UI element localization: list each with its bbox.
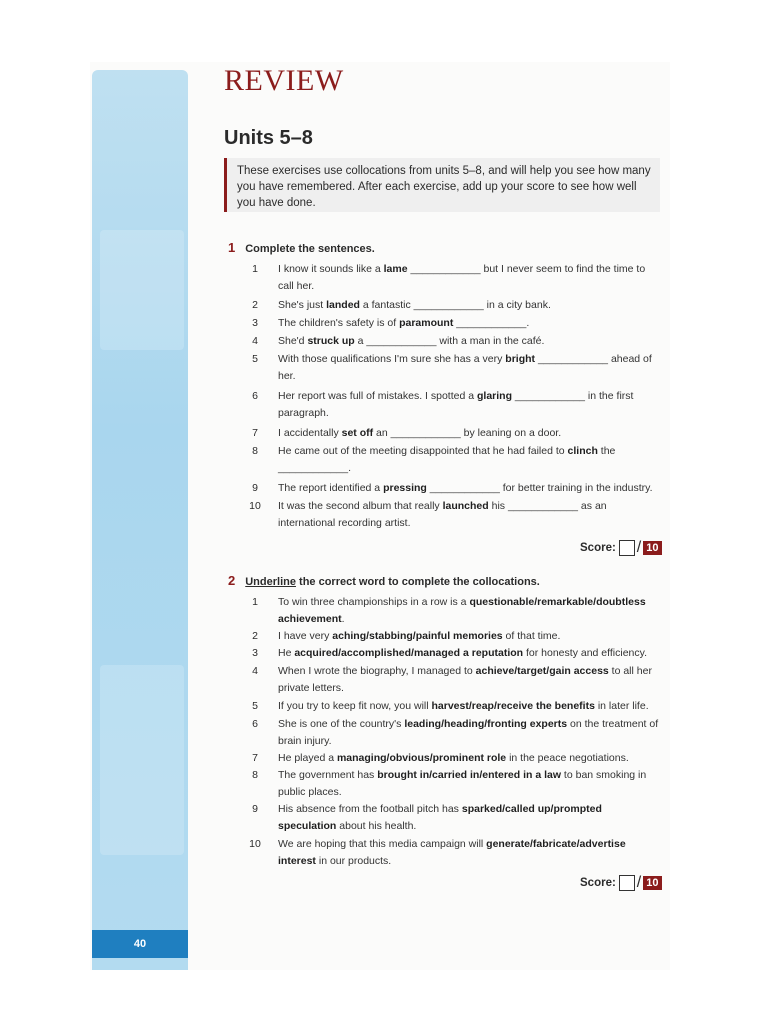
item-text-pre: If you try to keep fit now, you will	[278, 700, 432, 712]
item-text	[278, 663, 663, 697]
item-text-post: in the peace negotiations.	[506, 752, 629, 764]
item-collocation[interactable]: questionable/remarkable/doubtless achievement	[278, 596, 646, 625]
item-text-post: an ____________ by leaning on a door.	[373, 427, 562, 439]
item-collocation: glaring	[477, 390, 513, 402]
item-number: 3	[252, 317, 258, 329]
item-number: 5	[252, 700, 258, 712]
intro-box: These exercises use collocations from units 5–8, and will help you see how many you have remembered. After each exercise, add up your score to see how well you have done.	[224, 158, 660, 212]
page-title: REVIEW	[224, 64, 344, 97]
score-label: Score:	[580, 542, 616, 554]
item-text-pre: She is one of the country's	[278, 718, 405, 730]
item-text-post: the ____________.	[278, 445, 616, 474]
item-text	[278, 801, 663, 835]
item-text-pre: The government has	[278, 769, 378, 781]
item-text-post: on the treatment of brain injury.	[278, 718, 659, 747]
item-collocation: set off	[341, 427, 374, 439]
item-text	[278, 443, 663, 477]
item-number: 5	[252, 353, 258, 365]
item-text-post: ____________ but I never seem to find the time to call her.	[278, 263, 646, 292]
item-text	[278, 480, 663, 497]
item-text-post: to all her private letters.	[278, 665, 652, 694]
item-text-post: of that time.	[502, 630, 561, 642]
sidebar-note-box	[100, 230, 184, 350]
item-text-pre: To win three championships in a row is a	[278, 596, 470, 608]
item-number: 8	[252, 445, 258, 457]
item-number: 1	[252, 263, 258, 275]
item-text-pre: He	[278, 647, 295, 659]
exercise-2-title	[228, 573, 540, 588]
item-text	[278, 351, 663, 385]
item-collocation[interactable]: aching/stabbing/painful memories	[332, 630, 503, 642]
item-number: 6	[252, 390, 258, 402]
item-text	[278, 388, 663, 422]
item-text	[278, 716, 663, 750]
item-number: 3	[252, 647, 258, 659]
item-text-post: about his health.	[336, 820, 417, 832]
exercise-1-instruction: Complete the sentences.	[245, 243, 375, 255]
item-collocation: bright	[505, 353, 536, 365]
item-text-pre: She's just	[278, 299, 327, 311]
item-collocation: lame	[383, 263, 408, 275]
item-text	[278, 750, 663, 767]
sidebar-classroom-box	[100, 665, 184, 855]
item-number: 7	[252, 427, 258, 439]
item-collocation: paramount	[399, 317, 454, 329]
item-text	[278, 498, 663, 532]
score-input-box[interactable]	[619, 875, 635, 891]
item-text	[278, 836, 663, 870]
page-number: 40	[92, 930, 188, 958]
item-text-post: in our products.	[315, 855, 392, 867]
item-text-pre: He came out of the meeting disappointed that he had failed to	[278, 445, 568, 457]
item-collocation: landed	[326, 299, 360, 311]
item-collocation: struck up	[307, 335, 355, 347]
item-number: 2	[252, 630, 258, 642]
item-collocation[interactable]: brought in/carried in/entered in a law	[377, 769, 562, 781]
item-text-post: a fantastic ____________ in a city bank.	[359, 299, 551, 311]
item-text-pre: The children's safety is of	[278, 317, 400, 329]
item-text-pre: It was the second album that really	[278, 500, 443, 512]
item-text-pre: I accidentally	[278, 427, 342, 439]
item-text-post: ____________ ahead of her.	[278, 353, 652, 382]
exercise-2-instruction: the correct word to complete the collocations.	[295, 576, 540, 588]
item-text-post: for honesty and efficiency.	[523, 647, 648, 659]
item-text-pre: With those qualifications I'm sure she has a very	[278, 353, 506, 365]
score-total: 10	[643, 541, 661, 555]
item-text	[278, 698, 663, 715]
item-number: 1	[252, 596, 258, 608]
exercise-2-score: Score: / 10	[580, 874, 662, 892]
item-collocation[interactable]: managing/obvious/prominent role	[336, 752, 507, 764]
item-text-post: ____________ for better training in the industry.	[426, 482, 653, 494]
item-number: 8	[252, 769, 258, 781]
exercise-1-title	[228, 240, 375, 255]
item-collocation[interactable]: achieve/target/gain access	[475, 665, 609, 677]
item-text-pre: Her report was full of mistakes. I spotted a	[278, 390, 477, 402]
item-number: 4	[252, 335, 258, 347]
item-text-pre: We are hoping that this media campaign will	[278, 838, 487, 850]
exercise-1-number: 1	[228, 240, 236, 255]
item-text	[278, 645, 663, 662]
item-number: 9	[252, 482, 258, 494]
item-number: 9	[252, 803, 258, 815]
item-collocation[interactable]: generate/fabricate/advertise interest	[278, 838, 626, 867]
item-text-post: .	[341, 613, 345, 625]
exercise-2-number: 2	[228, 573, 236, 588]
item-number: 2	[252, 299, 258, 311]
item-collocation[interactable]: sparked/called up/prompted speculation	[278, 803, 602, 832]
item-text-post: in later life.	[594, 700, 649, 712]
item-text-post: ____________.	[453, 317, 530, 329]
item-text	[278, 425, 663, 442]
exercise-1-score: Score: / 10	[580, 539, 662, 557]
item-text	[278, 315, 663, 332]
item-text-post: a ____________ with a man in the café.	[354, 335, 545, 347]
score-total: 10	[643, 876, 661, 890]
item-number: 10	[249, 838, 261, 850]
item-text	[278, 628, 663, 645]
item-collocation[interactable]: leading/heading/fronting experts	[404, 718, 568, 730]
score-input-box[interactable]	[619, 540, 635, 556]
item-collocation: clinch	[567, 445, 598, 457]
item-text-pre: He played a	[278, 752, 337, 764]
item-text-post: ____________ in the first paragraph.	[278, 390, 634, 419]
item-text-pre: I have very	[278, 630, 333, 642]
item-text-pre: When I wrote the biography, I managed to	[278, 665, 476, 677]
item-number: 7	[252, 752, 258, 764]
item-text-pre: His absence from the football pitch has	[278, 803, 462, 815]
item-number: 10	[249, 500, 261, 512]
item-collocation[interactable]: acquired/accomplished/managed a reputation	[294, 647, 524, 659]
item-text-pre: She'd	[278, 335, 308, 347]
item-text	[278, 297, 663, 314]
item-text	[278, 333, 663, 350]
item-text	[278, 594, 663, 628]
item-text-post: to ban smoking in public places.	[278, 769, 647, 798]
item-collocation: pressing	[383, 482, 427, 494]
item-collocation[interactable]: harvest/reap/receive the benefits	[431, 700, 595, 712]
item-number: 4	[252, 665, 258, 677]
item-text-pre: I know it sounds like a	[278, 263, 384, 275]
page-subtitle: Units 5–8	[224, 127, 313, 149]
exercise-2-underline-word: Underline	[245, 576, 296, 588]
item-text-pre: The report identified a	[278, 482, 384, 494]
item-text-post: his ____________ as an international recording artist.	[278, 500, 607, 529]
item-text	[278, 767, 663, 801]
item-number: 6	[252, 718, 258, 730]
item-text	[278, 261, 663, 295]
item-collocation: launched	[442, 500, 489, 512]
score-label: Score:	[580, 877, 616, 889]
